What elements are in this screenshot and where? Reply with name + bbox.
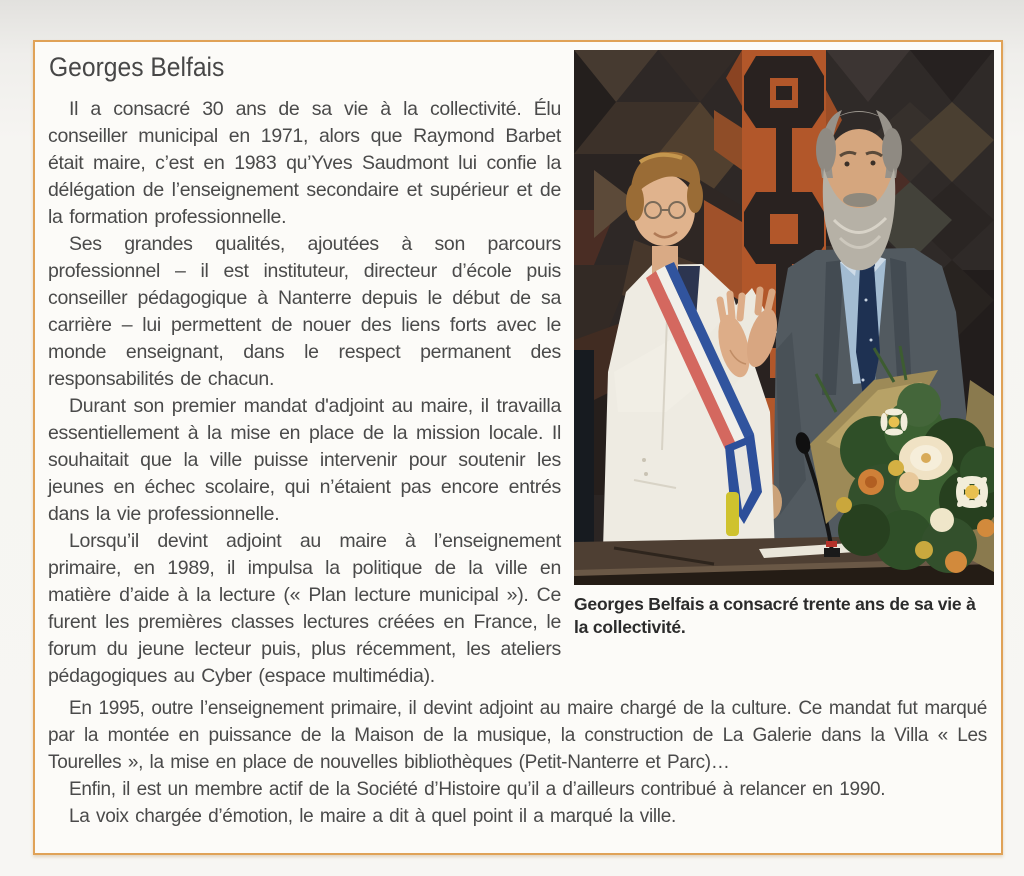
ceremony-photo xyxy=(574,50,994,585)
article-bottom-section xyxy=(48,695,987,830)
photo-caption: Georges Belfais a consacré trente ans de sa vie à la collectivité. xyxy=(574,594,976,637)
article-paragraph: En 1995, outre l’enseignement primaire, il devint adjoint au maire chargé de la culture. Ce mandat fut marqué par la montée en puissance de la Maison de la musique, la construction de La Galerie dans la Villa « Les Tourelles », la mise en place de nouvelles bibliothèques (Petit-Nanterre et Parc)… xyxy=(48,698,987,773)
photo-figure xyxy=(574,50,994,639)
article-paragraph: Enfin, il est un membre actif de la Société d’Histoire qu’il a d’ailleurs contribué à relancer en 1990. xyxy=(69,779,886,800)
text-column xyxy=(48,50,561,690)
article-title: Georges Belfais xyxy=(49,52,225,82)
article-paragraph: Lorsqu’il devint adjoint au maire à l’enseignement primaire, en 1989, il impulsa la politique de la ville en matière d’aide à la lecture (« Plan lecture municipal »). Ce furent les premières classes lectures créées en France, le forum du jeune lecteur puis, plus récemment, les ateliers pédagogiques au Cyber (espace multimédia). xyxy=(48,530,561,687)
article-paragraph: Ses grandes qualités, ajoutées à son parcours professionnel – il est instituteur, directeur d’école puis conseiller pédagogique à Nanterre depuis le début de sa carrière – lui permettent de nouer des liens forts avec le monde enseignant, dans le respect permanent des responsabilités de chacun. xyxy=(48,233,561,390)
article-paragraph: Durant son premier mandat d'adjoint au maire, il travailla essentiellement à la mise en place de la mission locale. Il souhaitait que la ville puisse intervenir pour soutenir les jeunes en échec scolaire, qui n’étaient pas encore entrés dans la vie professionnelle. xyxy=(48,395,561,525)
article-top-section xyxy=(48,50,987,690)
article-paragraph: La voix chargée d’émotion, le maire a dit à quel point il a marqué la ville. xyxy=(69,806,676,827)
article-paragraph: Il a consacré 30 ans de sa vie à la collectivité. Élu conseiller municipal en 1971, alors que Raymond Barbet était maire, c’est en 1983 qu’Yves Saudmont lui confie la délégation de l’enseignement secondaire et supérieur et de la formation professionnelle. xyxy=(48,98,561,228)
yellow-bottle xyxy=(726,492,739,536)
article-frame xyxy=(33,40,1003,855)
